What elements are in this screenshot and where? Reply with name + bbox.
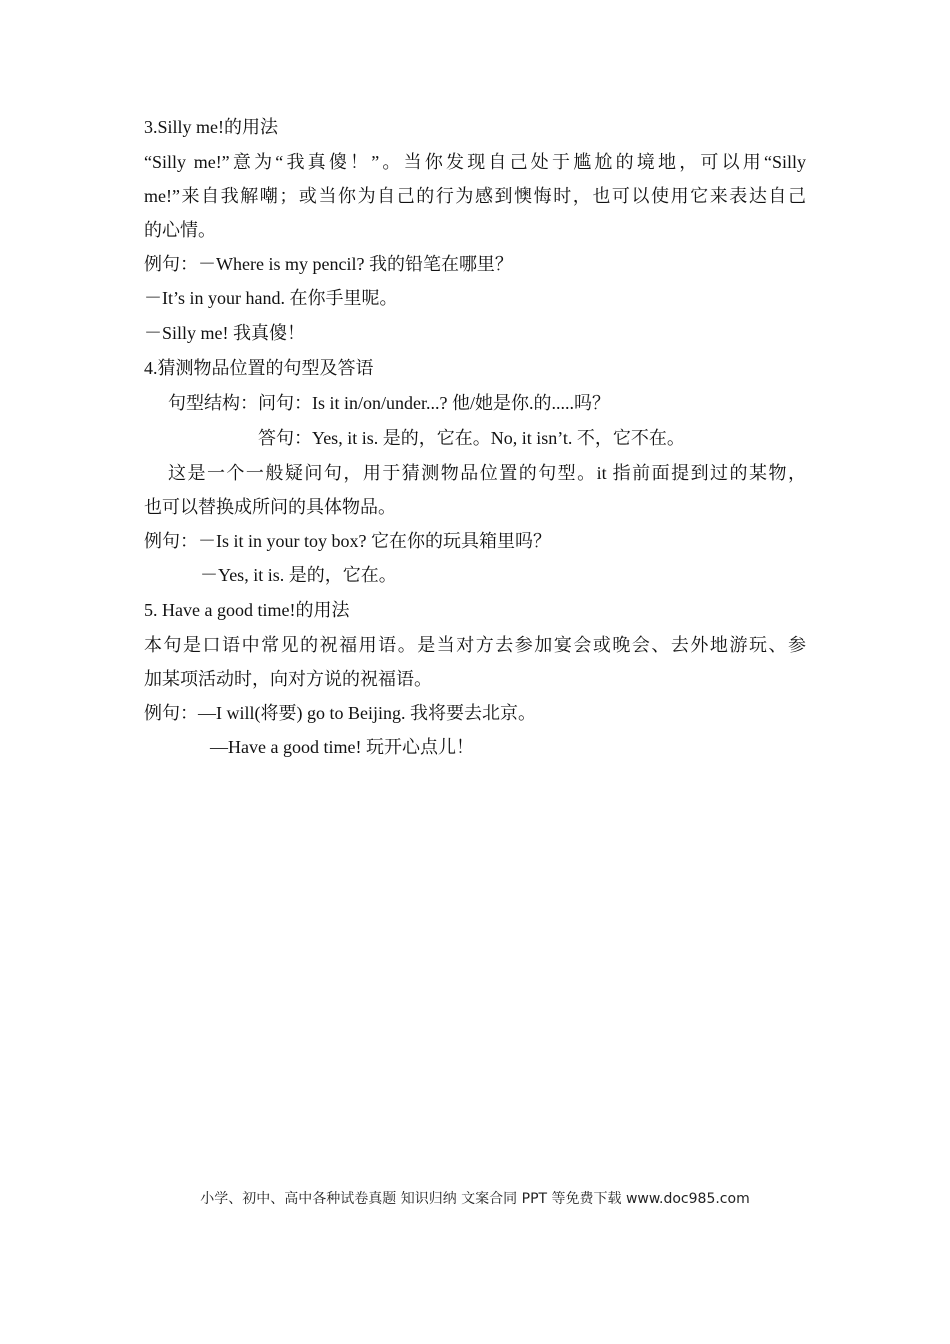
- example-line: —Have a good time! 玩开心点儿！: [210, 737, 474, 757]
- paragraph-line: 加某项活动时，向对方说的祝福语。: [144, 669, 432, 689]
- paragraph-line: “Silly me!”意为“我真傻！”。当你发现自己处于尴尬的境地，可以用“Silly: [144, 152, 806, 172]
- paragraph-line: 的心情。: [144, 220, 216, 240]
- example-line: －It’s in your hand. 在你手里呢。: [144, 288, 398, 308]
- paragraph-line: 也可以替换成所问的具体物品。: [144, 497, 396, 517]
- section-3-heading: 3.Silly me!的用法: [144, 117, 278, 137]
- example-line: －Yes, it is. 是的，它在。: [200, 565, 397, 585]
- paragraph-line: 这是一个一般疑问句，用于猜测物品位置的句型。it 指前面提到过的某物，: [168, 463, 806, 483]
- example-line: 例句：－Is it in your toy box? 它在你的玩具箱里吗？: [144, 531, 551, 551]
- section-4-heading: 4.猜测物品位置的句型及答语: [144, 358, 374, 378]
- sentence-pattern-answer: 答句：Yes, it is. 是的，它在。No, it isn’t. 不，它不在。: [258, 428, 685, 448]
- paragraph-line: me!”来自我解嘲；或当你为自己的行为感到懊悔时，也可以使用它来表达自己: [144, 186, 806, 206]
- page-footer: 小学、初中、高中各种试卷真题 知识归纳 文案合同 PPT 等免费下载 www.doc985.com: [200, 1191, 750, 1207]
- paragraph-line: 本句是口语中常见的祝福用语。是当对方去参加宴会或晚会、去外地游玩、参: [144, 635, 806, 655]
- section-5-heading: 5. Have a good time!的用法: [144, 600, 350, 620]
- example-line: 例句：—I will(将要) go to Beijing. 我将要去北京。: [144, 703, 536, 723]
- sentence-pattern-question: 句型结构：问句：Is it in/on/under...? 他/她是你.的.....吗？: [168, 393, 610, 413]
- example-line: －Silly me! 我真傻！: [144, 323, 305, 343]
- example-line: 例句：－Where is my pencil? 我的铅笔在哪里？: [144, 254, 513, 274]
